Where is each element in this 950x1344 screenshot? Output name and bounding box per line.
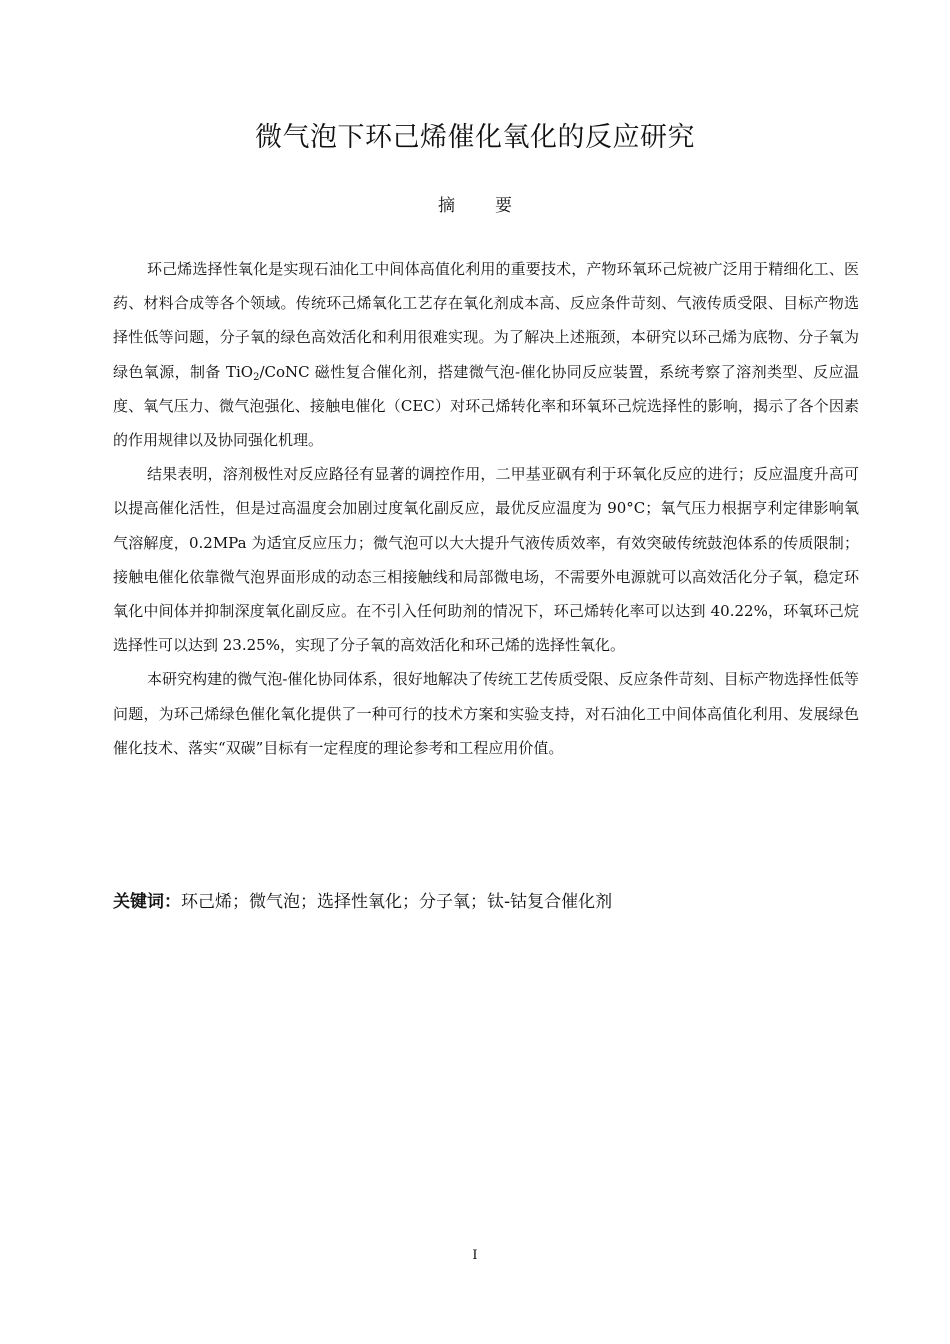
abstract-heading: 摘要 <box>438 196 552 216</box>
page-title: 微气泡下环己烯催化氧化的反应研究 <box>255 122 695 153</box>
abstract-paragraph-2: 结果表明，溶剂极性对反应路径有显著的调控作用，二甲基亚砜有利于环氧化反应的进行；反应温度升高可以提高催化活性，但是过高温度会加剧过度氧化副反应，最优反应温度为 90°C；氧气压力根据亨利定律影响氧气溶解度，0.2MPa 为适宜反应压力；微气泡可以大大提升气液传质效率，有效突破传统鼓泡体系的传质限制；接触电催化依靠微气泡界面形成的动态三相接触线和局部微电场，不需要外电源就可以高效活化分子氧，稳定环氧化中间体并抑制深度氧化副反应。在不引入任何助剂的情况下，环己烯转化率可以达到 40.22%，环氧环己烷选择性可以达到 23.25%，实现了分子氧的高效活化和环己烯的选择性氧化。 <box>113 465 859 655</box>
page-number: I <box>472 1248 478 1263</box>
paragraph-text: 环己烯选择性氧化是实现石油化工中间体高值化利用的重要技术，产物环氧环己烷被广泛用于精细化工、医药、材料合成等各个领域。传统环己烯氧化工艺存在氧化剂成本高、反应条件苛刻、气液传质受限、目标产物选择性低等问题，分子氧的绿色高效活化和利用很难实现。为了解决上述瓶颈，本研究以环己烯为底物、分子氧为绿色氧源，制备 TiO <box>113 260 859 381</box>
abstract-body <box>113 252 859 765</box>
keywords-label: 关键词： <box>113 892 181 912</box>
paragraph-text: /CoNC 磁性复合催化剂，搭建微气泡-催化协同反应装置，系统考察了溶剂类型、反应温度、氧气压力、微气泡强化、接触电催化（CEC）对环己烯转化率和环氧环己烷选择性的影响，揭示了各个因素的作用规律以及协同强化机理。 <box>113 362 859 450</box>
keywords-text: 环己烯；微气泡；选择性氧化；分子氧；钛-钴复合催化剂 <box>181 892 613 912</box>
keywords-line <box>113 887 859 917</box>
subscript-text: 2 <box>253 371 260 383</box>
abstract-paragraph-1 <box>113 252 859 457</box>
abstract-paragraph-3: 本研究构建的微气泡-催化协同体系，很好地解决了传统工艺传质受限、反应条件苛刻、目标产物选择性低等问题，为环己烯绿色催化氧化提供了一种可行的技术方案和实验支持，对石油化工中间体高值化利用、发展绿色催化技术、落实“双碳”目标有一定程度的理论参考和工程应用价值。 <box>113 670 859 757</box>
